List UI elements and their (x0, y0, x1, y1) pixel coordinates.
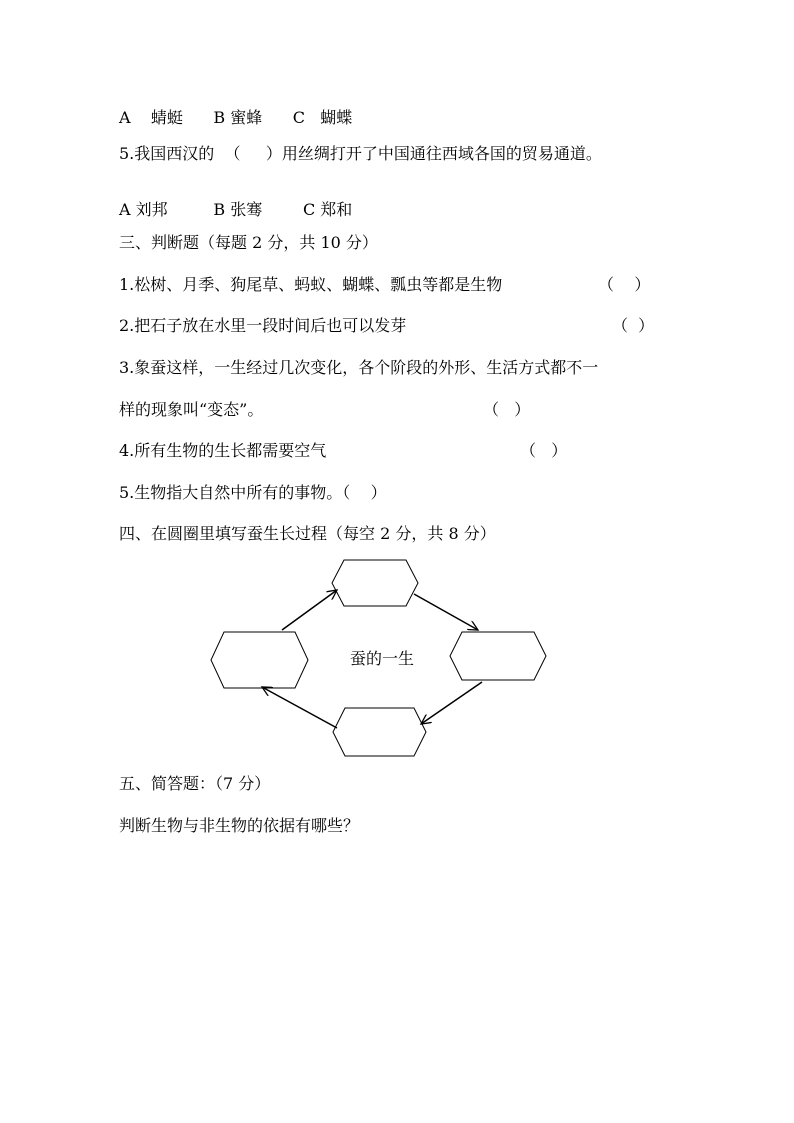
section-3-title: 三、判断题（每题 2 分，共 10 分） (119, 233, 378, 252)
diagram-center-label: 蚕的一生 (349, 649, 415, 668)
arrow-right-to-bottom (421, 682, 482, 724)
judge-item-3-line1: 3.象蚕这样，一生经过几次变化，各个阶段的外形、生活方式都不一 (119, 358, 599, 377)
judge-item-3-line2: 样的现象叫“变态”。 (119, 400, 264, 419)
arrow-bottom-to-left (262, 687, 337, 728)
judge-answer-blank-3[interactable]: （ ） (483, 400, 531, 419)
arrow-left-to-top (282, 590, 337, 630)
judge-item-5: 5.生物指大自然中所有的事物。（ ） (119, 483, 387, 502)
stage-hexagon-left[interactable] (211, 632, 308, 688)
stage-hexagon-bottom[interactable] (333, 708, 426, 756)
section-5-title: 五、简答题：（7 分） (119, 774, 271, 793)
judge-item-4: 4.所有生物的生长都需要空气 (119, 441, 327, 460)
stage-hexagon-right[interactable] (450, 632, 546, 680)
short-answer-question: 判断生物与非生物的依据有哪些？ (119, 816, 360, 835)
q5-options: A 刘邦 B 张骞 C 郑和 (119, 200, 353, 219)
judge-answer-blank-4[interactable]: （ ） (520, 441, 568, 460)
section-4-title: 四、在圆圈里填写蚕生长过程（每空 2 分，共 8 分） (119, 524, 496, 543)
judge-item-1: 1.松树、月季、狗尾草、蚂蚁、蝴蝶、瓢虫等都是生物 (119, 275, 503, 294)
question-5: 5.我国西汉的 （ ）用丝绸打开了中国通往西域各国的贸易通道。 (119, 144, 602, 163)
arrow-top-to-right (414, 594, 478, 630)
silkworm-life-cycle-diagram (200, 548, 560, 768)
judge-answer-blank-2[interactable]: （ ） (612, 316, 655, 335)
stage-hexagon-top[interactable] (332, 560, 418, 606)
judge-item-2: 2.把石子放在水里一段时间后也可以发芽 (119, 316, 407, 335)
q4-options: A 蜻蜓 B 蜜蜂 C 蝴蝶 (119, 108, 353, 127)
judge-answer-blank-1[interactable]: （ ） (598, 275, 651, 294)
